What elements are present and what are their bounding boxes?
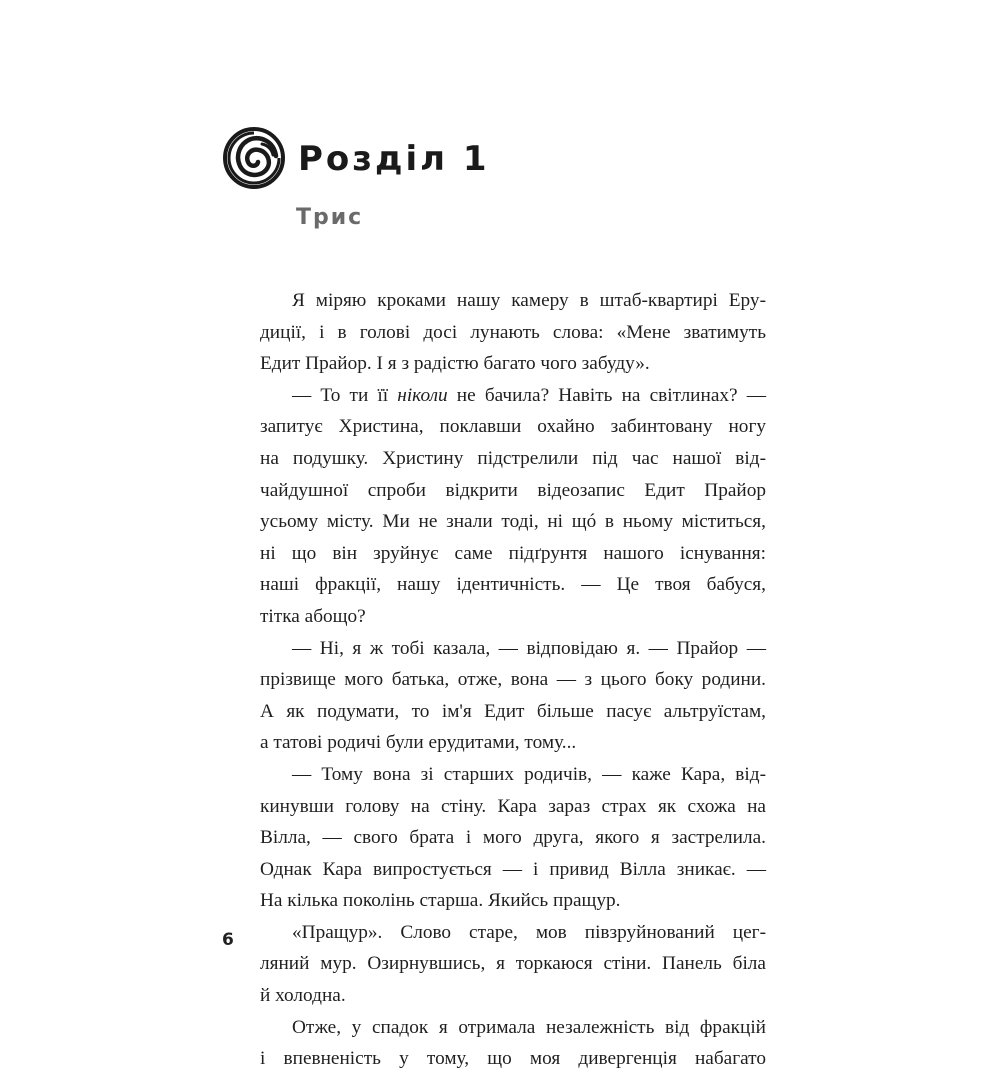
text-line: запитує Христина, поклавши охайно забинтовану ногу [260,416,766,438]
chapter-subtitle: Трис [296,205,364,230]
text-line: тітка абощо? [260,605,366,627]
body-text [260,285,766,1075]
text-line: Вілла, — свого брата і мого друга, якого я застрелила. [260,827,766,849]
text-line: «Пращур». Слово старе, мов півзруйнований цег- [292,921,766,943]
text-line: ні що він зруйнує саме підґрунтя нашого існування: [260,542,766,564]
faction-spiral-logo-icon [222,126,286,190]
text-line: чайдушної спроби відкрити відеозапис Едит Прайор [260,479,766,501]
text-line: Я міряю кроками нашу камеру в штаб-квартирі Еру- [292,290,766,311]
emphasis-text: ніколи [397,384,448,406]
chapter-title: Розділ 1 [298,139,490,179]
text-line: наші фракції, нашу ідентичність. — Це твоя бабуся, [260,574,766,596]
chapter-header [222,126,490,190]
text-line: Едит Прайор. І я з радістю багато чого забуду». [260,353,650,375]
text-line: А як подумати, то ім'я Едит більше пасує альтруїстам, [260,700,766,722]
text-line: і впевненість у тому, що моя дивергенція набагато [260,1048,766,1070]
text-line: й холодна. [260,985,346,1007]
text-line: ляний мур. Озирнувшись, я торкаюся стіни. Панель біла [260,953,766,975]
text-line: — Ні, я ж тобі казала, — відповідаю я. — Прайор — [292,637,766,659]
text-line: а татові родичі були ерудитами, тому... [260,732,577,754]
text-line: усьому місту. Ми не знали тоді, ні щó в ньому міститься, [260,511,766,533]
text-line: прізвище мого батька, отже, вона — з цього боку родини. [260,669,766,691]
text-line: Отже, у спадок я отримала незалежність від фракцій [292,1016,766,1038]
text-line: На кілька поколінь старша. Якийсь пращур. [260,890,621,912]
text-line: — То ти її ніколи не бачила? Навіть на світлинах? — [292,384,766,406]
text-line: — Тому вона зі старших родичів, — каже Кара, від- [292,763,766,785]
text-line: Однак Кара випростується — і привид Вілла зникає. — [260,858,766,880]
text-line: диції, і в голові досі лунають слова: «Мене зватимуть [260,321,766,343]
text-line: кинувши голову на стіну. Кара зараз страх як схожа на [260,795,766,817]
page-number: 6 [222,930,234,950]
text-line: на подушку. Христину підстрелили під час нашої від- [260,447,766,469]
